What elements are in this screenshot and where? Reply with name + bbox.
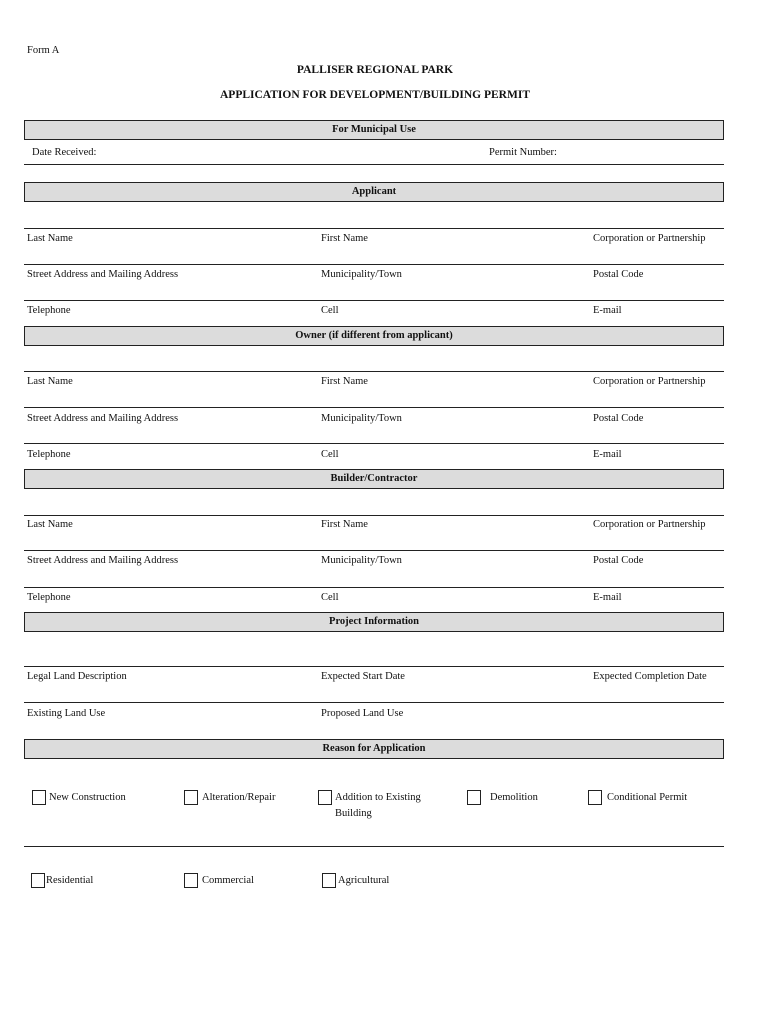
demolition-label: Demolition (490, 792, 538, 803)
commercial-checkbox[interactable] (184, 873, 198, 888)
field-line (24, 702, 724, 703)
builder-header: Builder/Contractor (24, 469, 724, 489)
reason-header: Reason for Application (24, 739, 724, 759)
start-date-label: Expected Start Date (321, 671, 405, 682)
addition-label-line2: Building (335, 808, 372, 819)
field-line (24, 300, 724, 301)
field-line (24, 371, 724, 372)
agricultural-checkbox[interactable] (322, 873, 336, 888)
builder-corporation-label: Corporation or Partnership (593, 519, 706, 530)
residential-label: Residential (46, 875, 94, 886)
new-construction-checkbox[interactable] (32, 790, 46, 805)
addition-checkbox[interactable] (318, 790, 332, 805)
applicant-header: Applicant (24, 182, 724, 202)
municipal-use-header: For Municipal Use (24, 120, 724, 140)
builder-last-name-label: Last Name (27, 519, 73, 530)
commercial-label: Commercial (202, 875, 254, 886)
proposed-land-use-label: Proposed Land Use (321, 708, 404, 719)
builder-municipality-label: Municipality/Town (321, 555, 402, 566)
demolition-checkbox[interactable] (467, 790, 481, 805)
field-line (24, 228, 724, 229)
conditional-permit-checkbox[interactable] (588, 790, 602, 805)
owner-email-label: E-mail (593, 449, 622, 460)
applicant-last-name-label: Last Name (27, 233, 73, 244)
applicant-municipality-label: Municipality/Town (321, 269, 402, 280)
builder-first-name-label: First Name (321, 519, 368, 530)
owner-municipality-label: Municipality/Town (321, 413, 402, 424)
form-title: APPLICATION FOR DEVELOPMENT/BUILDING PERMIT (220, 89, 530, 101)
divider (24, 846, 724, 847)
new-construction-label: New Construction (49, 792, 126, 803)
form-label: Form A (27, 45, 60, 56)
project-header: Project Information (24, 612, 724, 632)
owner-cell-label: Cell (321, 449, 339, 460)
builder-postal-label: Postal Code (593, 555, 644, 566)
owner-postal-label: Postal Code (593, 413, 644, 424)
owner-street-label: Street Address and Mailing Address (27, 413, 179, 424)
applicant-telephone-label: Telephone (27, 305, 71, 316)
addition-label: Addition to Existing (335, 792, 421, 803)
divider (24, 164, 724, 165)
owner-last-name-label: Last Name (27, 376, 73, 387)
builder-telephone-label: Telephone (27, 592, 71, 603)
field-line (24, 443, 724, 444)
applicant-first-name-label: First Name (321, 233, 368, 244)
field-line (24, 550, 724, 551)
owner-corporation-label: Corporation or Partnership (593, 376, 706, 387)
permit-number-field[interactable] (572, 142, 722, 162)
alteration-checkbox[interactable] (184, 790, 198, 805)
applicant-corporation-label: Corporation or Partnership (593, 233, 706, 244)
legal-land-label: Legal Land Description (27, 671, 127, 682)
field-line (24, 407, 724, 408)
applicant-email-label: E-mail (593, 305, 622, 316)
alteration-label: Alteration/Repair (202, 792, 276, 803)
builder-email-label: E-mail (593, 592, 622, 603)
permit-number-label: Permit Number: (489, 147, 557, 158)
field-line (24, 666, 724, 667)
applicant-postal-label: Postal Code (593, 269, 644, 280)
applicant-street-label: Street Address and Mailing Address (27, 269, 179, 280)
date-received-field[interactable] (110, 142, 480, 162)
field-line (24, 264, 724, 265)
existing-land-use-label: Existing Land Use (27, 708, 106, 719)
agricultural-label: Agricultural (338, 875, 390, 886)
completion-date-label: Expected Completion Date (593, 671, 707, 682)
park-name: PALLISER REGIONAL PARK (296, 64, 454, 76)
builder-street-label: Street Address and Mailing Address (27, 555, 179, 566)
owner-telephone-label: Telephone (27, 449, 71, 460)
owner-first-name-label: First Name (321, 376, 368, 387)
applicant-cell-label: Cell (321, 305, 339, 316)
builder-cell-label: Cell (321, 592, 339, 603)
conditional-permit-label: Conditional Permit (607, 792, 688, 803)
field-line (24, 515, 724, 516)
owner-header: Owner (if different from applicant) (24, 326, 724, 346)
field-line (24, 587, 724, 588)
residential-checkbox[interactable] (31, 873, 45, 888)
date-received-label: Date Received: (32, 147, 97, 158)
